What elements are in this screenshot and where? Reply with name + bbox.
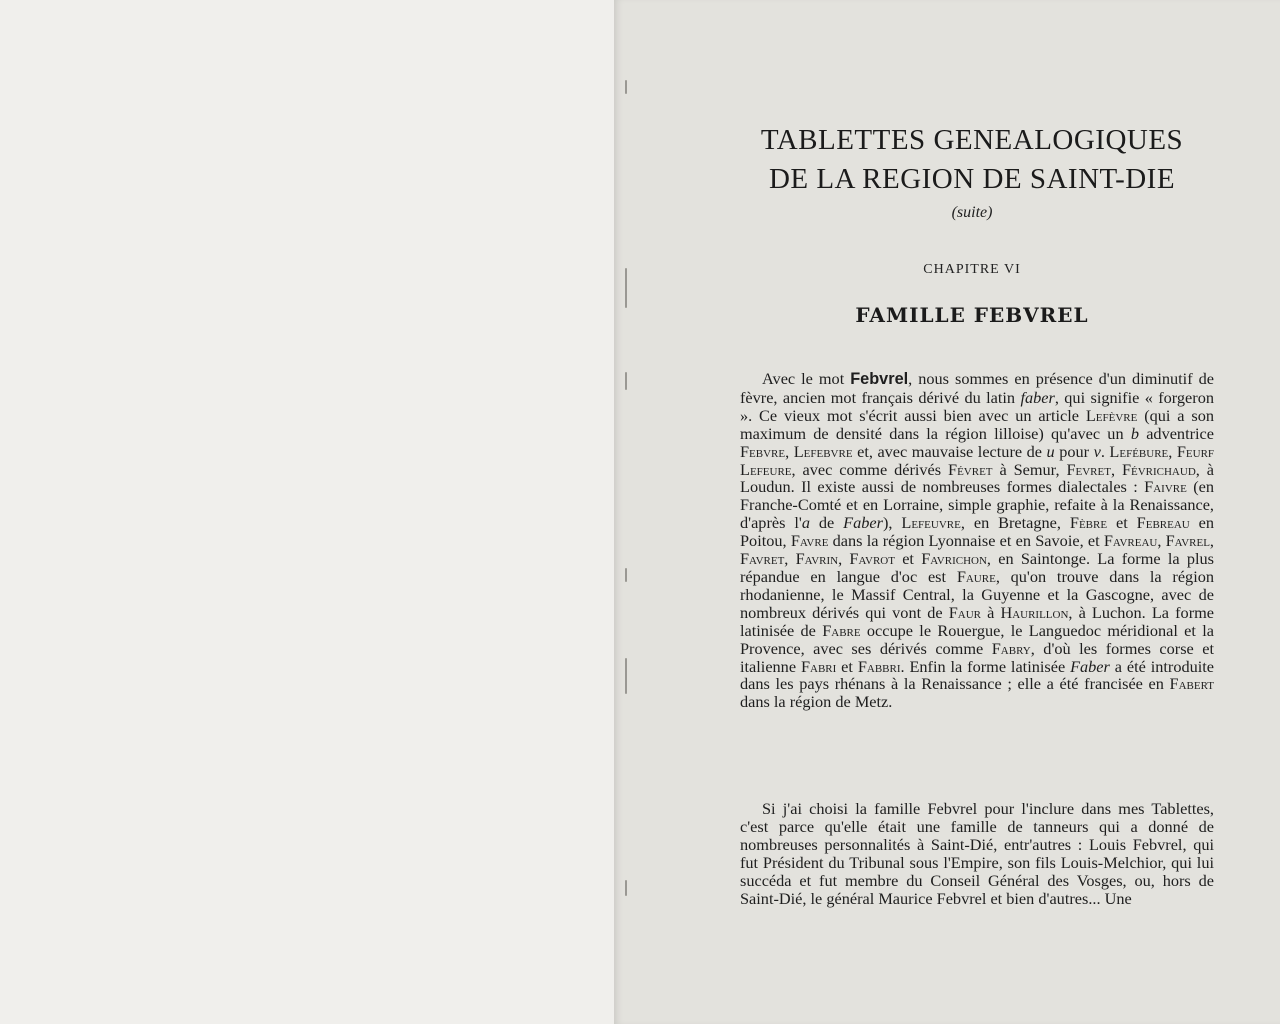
text-run: et, avec mauvaise lecture de <box>852 441 1047 461</box>
text-run: , qui signifie « forgeron ». Ce vieux mot s'écrit aussi bien avec un article <box>740 387 1214 425</box>
text-run: Fabert <box>1169 674 1214 694</box>
text-run: Haurillon <box>1000 602 1069 622</box>
body-paragraph-2 <box>740 800 1214 907</box>
text-run: . <box>1100 441 1110 461</box>
text-run: , d'où les formes corse et italienne <box>740 638 1214 676</box>
text-run: et <box>1107 513 1137 533</box>
text-run: , qu'on trouve dans la région rhodanienne, le Massif Central, la Guyenne et la Gascogne, avec de nombreux dérivés qui vont de <box>740 566 1215 622</box>
text-run: Lefèvre <box>1085 405 1138 425</box>
stitch-mark <box>625 568 627 582</box>
stitch-mark <box>625 880 627 896</box>
text-run: Faber <box>1070 656 1110 676</box>
text-run: Fabry <box>991 638 1031 658</box>
text-run: en Poitou, <box>740 513 1215 551</box>
text-run: Fabbri <box>857 656 901 676</box>
text-run: Si j'ai choisi la famille Febvrel pour l'inclure dans mes Tablettes, c'est parce qu'elle était une famille de tanneurs qui a donné de nombreuses personnalités à Saint-Dié, entr'autres : Louis Febvrel, qui fut Président du Tribunal sous l'Empire, son fils Louis-Melchior, qui lui succéda et fut membre du Conseil Général des Vosges, ou, hors de Saint-Dié, le général Maurice Febvrel et bien d'autres... Une <box>740 799 1214 908</box>
text-run: Fabri <box>800 656 837 676</box>
text-run: v <box>1093 441 1101 461</box>
binding-stitches <box>621 0 635 1024</box>
text-run: , à Loudun. Il existe aussi de nombreuses formes dialectales : <box>740 459 1214 497</box>
text-run: u <box>1046 441 1055 461</box>
title-line-2: DE LA REGION DE SAINT-DIE <box>768 163 1176 195</box>
stitch-mark <box>625 372 627 390</box>
text-run: , en Saintonge. La forme la plus répandue en langue d'oc est <box>740 549 1215 586</box>
stitch-mark <box>625 268 627 308</box>
text-run: , à Luchon. La forme latinisée de <box>740 602 1215 640</box>
text-run: Avec le mot <box>762 369 851 388</box>
text-run: (qui a son maximum de densité dans la région lilloise) qu'avec un <box>740 405 1214 443</box>
title-line-1: TABLETTES GENEALOGIQUES <box>760 124 1184 156</box>
text-run: et <box>894 549 922 569</box>
text-run: Faur <box>948 602 981 622</box>
text-run: Faivre <box>1144 477 1187 497</box>
text-run: Faure <box>956 566 996 586</box>
text-run: Favre <box>790 531 829 551</box>
stitch-mark <box>625 80 627 94</box>
text-run: a été introduite dans les pays rhénans à la Renaissance ; elle a été francisée en <box>740 656 1215 694</box>
text-run: de <box>809 513 844 533</box>
family-heading: FAMILLE FEBVREL <box>855 303 1089 327</box>
text-run: a <box>801 513 810 533</box>
text-run: Févret <box>948 459 993 479</box>
text-run: occupe le Rouergue, le Languedoc méridional et la Provence, avec ses dérivés comme <box>740 620 1214 658</box>
text-run: b <box>1130 423 1139 443</box>
text-run: Lefeuvre <box>901 513 961 533</box>
text-run: Fabre <box>822 620 861 640</box>
text-run: (en Franche-Comté et en Lorraine, simple graphie, refaite à la Renaissance, d'après l' <box>740 477 1214 533</box>
text-run: à Semur, <box>992 459 1067 479</box>
text-run: dans la région Lyonnaise et en Savoie, et <box>828 531 1104 551</box>
text-run: , nous sommes en présence d'un diminutif de fèvre, ancien mot français dérivé du latin <box>740 369 1214 407</box>
text-run: ), <box>882 513 902 533</box>
text-run: et <box>836 656 858 676</box>
blank-facing-page <box>0 0 614 1024</box>
text-run: Fèbre <box>1069 513 1108 533</box>
subtitle: (suite) <box>951 204 993 221</box>
text-run: Fevret, Févrichaud <box>1066 459 1196 479</box>
text-run: , en Bretagne, <box>960 513 1070 533</box>
text-run: Febvrel <box>850 370 909 388</box>
body-paragraph-1 <box>740 370 1214 711</box>
text-run: faber <box>1020 387 1055 407</box>
text-run: Favreau, Favrel, Favret, Favrin, Favrot <box>740 531 1214 569</box>
text-run: Faber <box>843 513 883 533</box>
text-run: , avec comme dérivés <box>791 459 949 479</box>
text-run: . Enfin la forme latinisée <box>900 656 1071 676</box>
text-run: Febvre, Lefebvre <box>740 441 853 461</box>
text-run: pour <box>1054 441 1094 461</box>
text-run: Favrichon <box>921 549 987 569</box>
chapter-heading: CHAPITRE VI <box>923 262 1021 277</box>
text-run: Febreau <box>1136 513 1190 533</box>
text-run: adventrice <box>1138 423 1214 443</box>
stitch-mark <box>625 658 627 694</box>
text-run: Lefébure, Feurf Lefeure <box>740 441 1215 479</box>
text-run: dans la région de Metz. <box>740 692 893 712</box>
text-run: à <box>980 602 1001 622</box>
